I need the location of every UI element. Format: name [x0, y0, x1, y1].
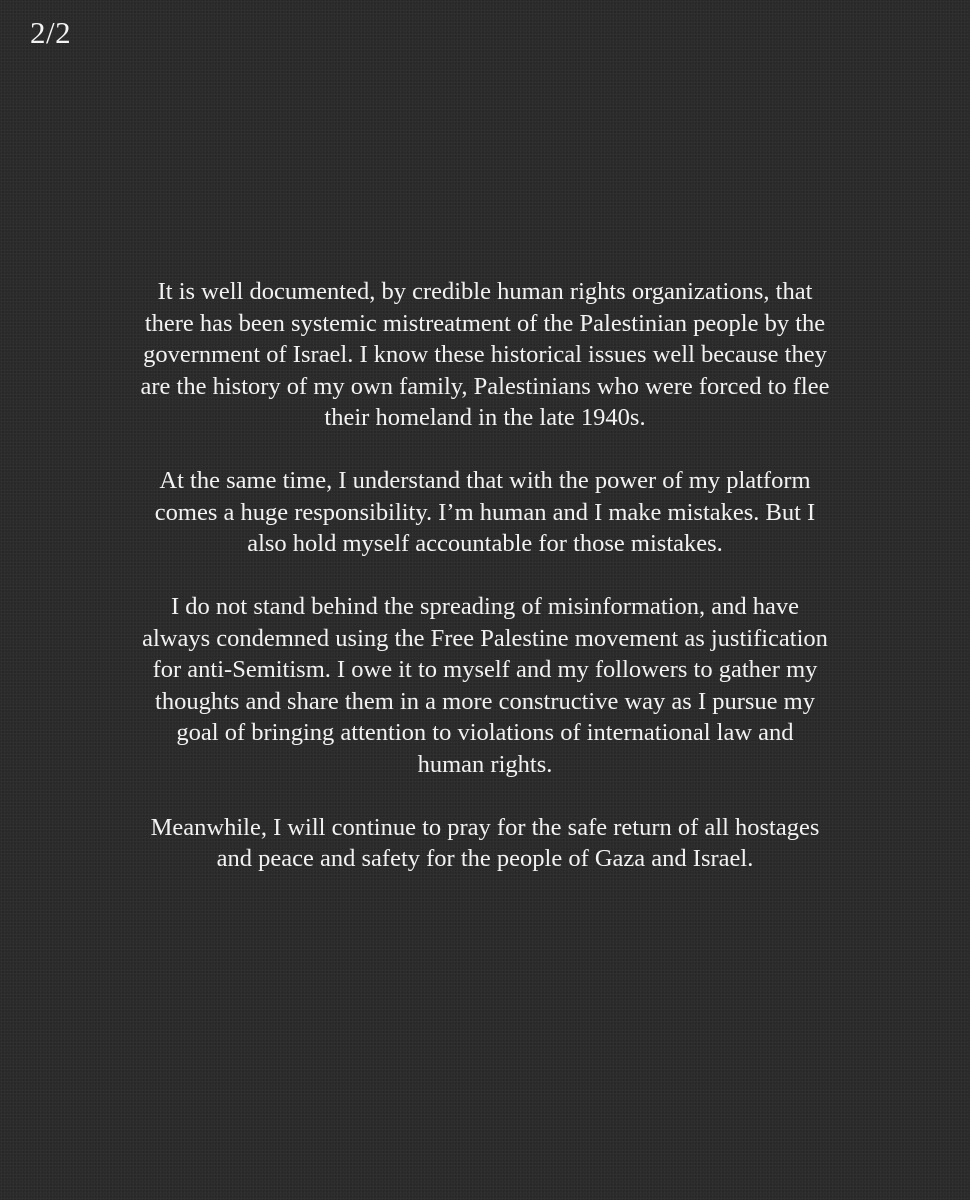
paragraph-2 [40, 465, 930, 560]
statement-line: there has been systemic mistreatment of the Palestinian people by the [144, 309, 826, 337]
statement-line: always condemned using the Free Palestine movement as justification [142, 624, 828, 652]
statement-line: thoughts and share them in a more constructive way as I pursue my [155, 687, 815, 715]
paragraph-1 [40, 276, 930, 434]
page-counter: 2/2 [30, 15, 72, 50]
statement-line: goal of bringing attention to violations of international law and [176, 719, 794, 746]
statement-line: Meanwhile, I will continue to pray for the safe return of all hostages [150, 813, 820, 841]
statement-line: At the same time, I understand that with the power of my platform [159, 467, 811, 494]
statement-line: are the history of my own family, Palestinians who were forced to flee [140, 372, 830, 400]
statement-line: I do not stand behind the spreading of misinformation, and have [170, 593, 800, 620]
statement-text [40, 276, 930, 875]
paragraph-4 [40, 812, 930, 875]
paragraph-3 [40, 591, 930, 780]
statement-line: comes a huge responsibility. I’m human and I make mistakes. But I [154, 498, 816, 526]
statement-line: It is well documented, by credible human rights organizations, that [157, 278, 813, 305]
statement-line: and peace and safety for the people of Gaza and Israel. [216, 845, 754, 872]
statement-line: government of Israel. I know these historical issues well because they [143, 341, 827, 368]
statement-line: their homeland in the late 1940s. [324, 404, 646, 431]
statement-line: also hold myself accountable for those mistakes. [247, 530, 723, 557]
statement-line: for anti-Semitism. I owe it to myself and my followers to gather my [152, 656, 818, 683]
statement-line: human rights. [417, 750, 553, 778]
